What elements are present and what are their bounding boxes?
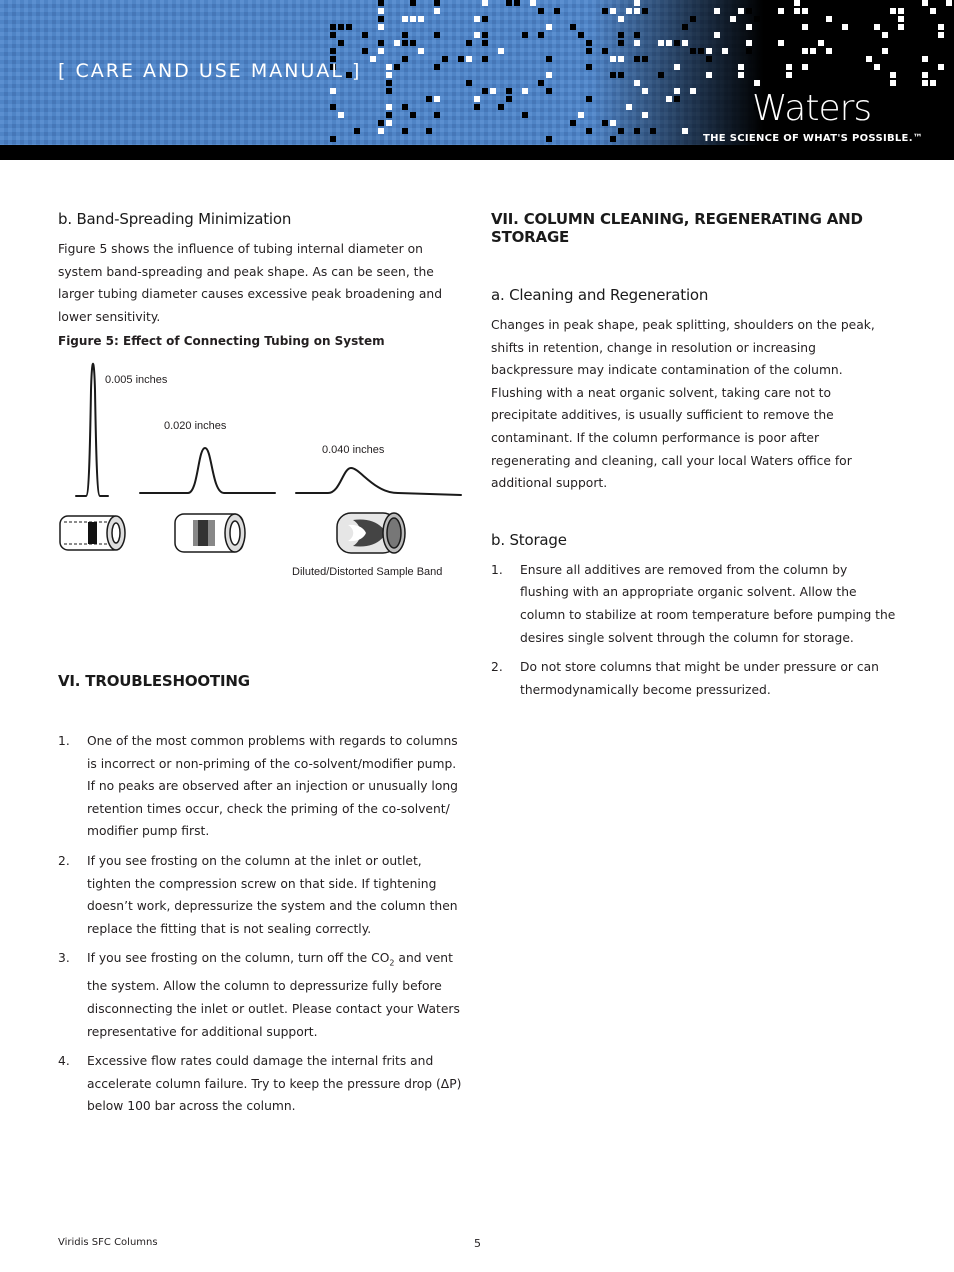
right-column: [491, 210, 896, 701]
storage-list: [491, 559, 896, 702]
troubleshooting-section: [58, 672, 468, 1118]
cleaning-heading: a. Cleaning and Regeneration: [491, 286, 709, 304]
list-item: 4. Excessive flow rates could damage the internal frits and accelerate column failure. Try to keep the pressure drop (ΔP) below 100 bar across the column.: [58, 1054, 462, 1114]
band-spreading-heading: b. Band-Spreading Minimization: [58, 210, 292, 228]
header-banner: [0, 0, 954, 160]
band-spreading-text: Figure 5 shows the influence of tubing internal diameter on system band-spreading and peak shape. As can be seen, the larger tubing diameter causes excessive peak broadening and lower sensitivity.: [58, 242, 443, 324]
list-item: 3. If you see frosting on the column, turn off the $CO_2$ and vent the system. Allow the column to depressurize fully before disconnecting the inlet or outlet. Please contact your Waters representative for additional support.: [58, 951, 460, 1039]
tube-narrow: [60, 516, 125, 550]
figure-caption: Figure 5: Effect of Connecting Tubing on System: [58, 334, 385, 349]
tagline: THE SCIENCE OF WHAT'S POSSIBLE.™: [703, 133, 924, 144]
peak-wide: [296, 468, 461, 495]
waters-logo: Waters: [752, 88, 872, 129]
label-0040: 0.040 inches: [322, 444, 385, 456]
troubleshooting-heading: VI. TROUBLESHOOTING: [58, 672, 250, 690]
peak-diagram: [58, 350, 468, 590]
footer-product: Viridis SFC Columns: [58, 1237, 158, 1248]
manual-title: [ CARE AND USE MANUAL ]: [58, 60, 362, 82]
left-column: [58, 210, 468, 348]
list-item: 1. One of the most common problems with regards to columns is incorrect or non-priming of the co-solvent/modifier pump. If no peaks are observed after an injection or unusually long retention times occur, check the priming of the co-solvent/ modifier pump first.: [58, 734, 458, 839]
tubing-figure: [58, 350, 468, 590]
storage-heading: b. Storage: [491, 530, 567, 549]
list-item: 1. Ensure all additives are removed from the column by flushing with an appropriate organic solvent. Allow the column to stabilize at room temperature before pumping the desires single solvent through the column for storage.: [491, 562, 896, 645]
label-0005: 0.005 inches: [105, 374, 168, 386]
tube-wide: [337, 513, 405, 553]
cleaning-section-heading: VII. COLUMN CLEANING, REGENERATING AND STORAGE: [491, 210, 863, 246]
label-sample-band: Diluted/Distorted Sample Band: [292, 566, 443, 578]
list-item: 2. If you see frosting on the column at the inlet or outlet, tighten the compression screw on that side. If tightening doesn’t work, depressurize the system and the column then replace the fitting that is not sealing correctly.: [58, 853, 458, 936]
list-item: 2. Do not store columns that might be under pressure or can thermodynamically become pressurized.: [491, 660, 879, 697]
label-0020: 0.020 inches: [164, 420, 227, 432]
troubleshooting-list: [58, 730, 468, 1118]
peak-narrow: [76, 364, 108, 496]
page-number: 5: [474, 1237, 481, 1250]
tube-medium: [175, 514, 245, 552]
peak-medium: [140, 448, 275, 493]
cleaning-text: Changes in peak shape, peak splitting, shoulders on the peak, shifts in retention, change in resolution or increasing backpressure may indicate contamination of the column. Flushing with a neat organic solvent, taking care not to precipitate additives, is usually sufficient to remove the contaminant. If the column performance is poor after regenerating and cleaning, call your local Waters office for additional support.: [491, 318, 875, 491]
